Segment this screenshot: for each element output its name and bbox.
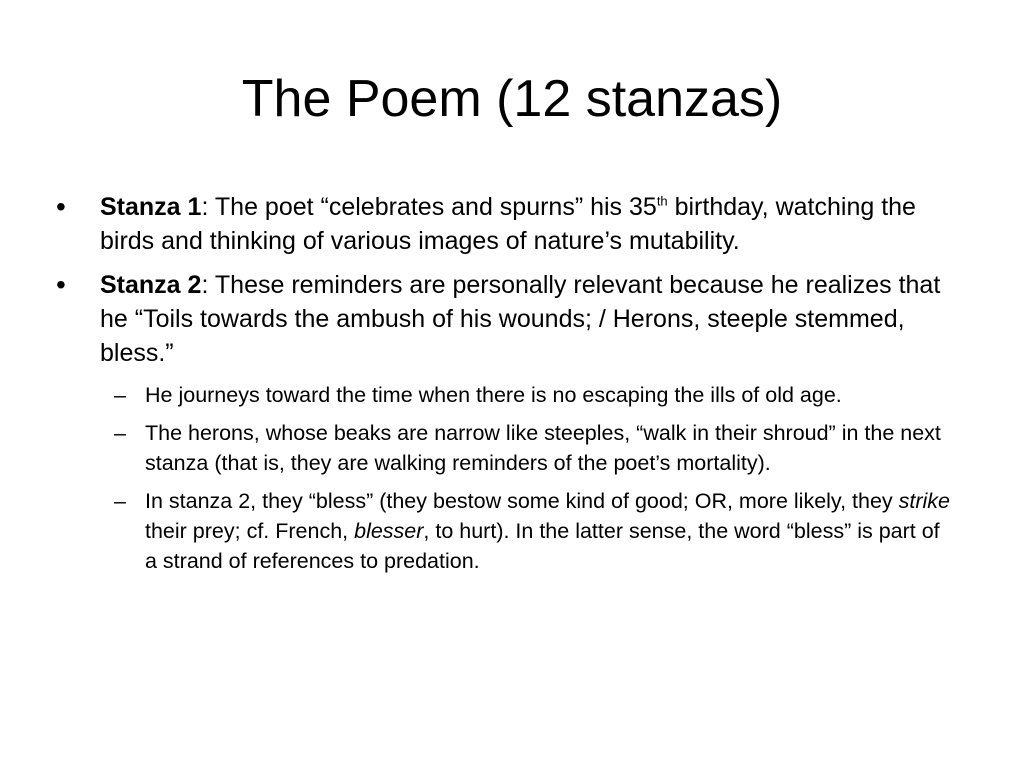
italic-word-strike: strike [898, 489, 951, 513]
bullet-text: The poet “celebrates and spurns” his 35 [214, 193, 657, 221]
bullet-stanza-2 [56, 268, 956, 370]
bullet-label: Stanza 1 [100, 193, 202, 221]
sub-bullet-text: In stanza 2, they “bless” (they bestow some kind of good; OR, more likely, they [145, 489, 899, 513]
bullet-text-continued: birthday, watching the birds and thinking of various images of nature’s mutability. [100, 193, 916, 255]
bullet-dot: • [56, 269, 66, 300]
bullet-separator: : [201, 193, 215, 221]
sub-bullet-text: He journeys toward the time when there is no escaping the ills of old age. [145, 383, 842, 407]
ordinal-suffix: th [656, 193, 668, 209]
bullet-text: These reminders are personally relevant because he realizes that he “Toils towards the ambush of his wounds; / Herons, steeple stemmed, bless.” [100, 271, 941, 367]
slide-title: The Poem (12 stanzas) [241, 70, 783, 128]
sub-bullet-3 [56, 486, 956, 576]
sub-bullet-text-continued: their prey; cf. French, [145, 519, 355, 543]
dash-marker: – [114, 421, 126, 445]
sub-bullet-2 [56, 418, 956, 478]
sub-bullet-text-end: , to hurt). In the latter sense, the word “bless” is part of a strand of references to predation. [145, 519, 940, 573]
italic-word-blesser: blesser [354, 519, 424, 543]
slide-content [56, 190, 956, 578]
sub-bullet-text: The herons, whose beaks are narrow like steeples, “walk in their shroud” in the next stanza (that is, they are walking reminders of the poet’s mortality). [145, 421, 941, 475]
bullet-stanza-1 [56, 190, 956, 258]
bullet-dot: • [56, 191, 66, 222]
dash-marker: – [114, 489, 126, 513]
bullet-separator: : [201, 271, 215, 299]
bullet-label: Stanza 2 [100, 271, 202, 299]
sub-bullet-1 [56, 380, 956, 410]
dash-marker: – [114, 383, 126, 407]
